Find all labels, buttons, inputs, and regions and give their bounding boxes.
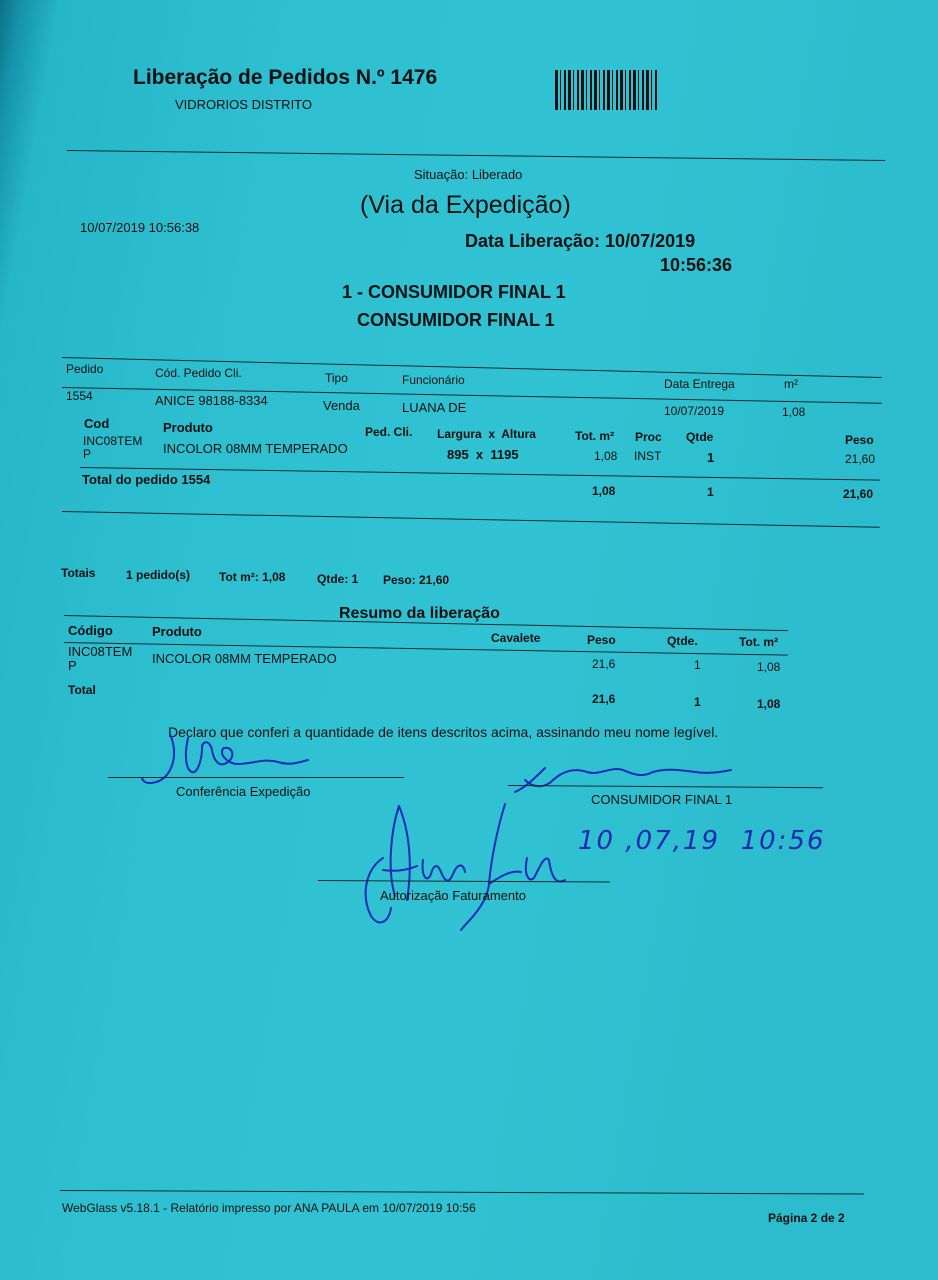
company-name: VIDRORIOS DISTRITO — [175, 97, 312, 112]
col-header-cod-pedido-cli: Cód. Pedido Cli. — [155, 366, 242, 380]
item-header-peso: Peso — [845, 433, 874, 447]
header-divider — [67, 150, 885, 161]
release-date: Data Liberação: 10/07/2019 — [465, 231, 696, 251]
order-total-qtde: 1 — [707, 485, 714, 499]
order-data-entrega: 10/07/2019 — [664, 404, 725, 418]
summary-tot-m2: 1,08 — [757, 660, 781, 674]
item-qtde: 1 — [707, 450, 715, 465]
col-header-tipo: Tipo — [325, 371, 348, 385]
item-header-tot-m2: Tot. m² — [575, 429, 615, 443]
footer-printed-by: WebGlass v5.18.1 - Relatório impresso por ANA PAULA em 10/07/2019 10:56 — [62, 1201, 476, 1215]
document-title: Liberação de Pedidos N.º 1476 — [133, 66, 438, 89]
totals-pedidos: 1 pedido(s) — [126, 568, 191, 582]
barcode — [555, 70, 659, 110]
totals-peso: Peso: 21,60 — [383, 573, 450, 587]
summary-title: Resumo da liberação — [339, 605, 500, 622]
summary-header-qtde: Qtde. — [667, 634, 698, 648]
item-header-cod: Cod — [84, 416, 110, 431]
handwritten-datetime: 10 ,07,19 10:56 — [578, 826, 826, 856]
item-header-qtde: Qtde — [686, 430, 714, 444]
summary-codigo-line2: P — [68, 658, 77, 673]
summary-total-peso: 21,6 — [592, 692, 616, 706]
summary-total-label: Total — [68, 683, 96, 697]
item-largura-altura: 895 x 1195 — [447, 447, 519, 462]
consumidor-label: CONSUMIDOR FINAL 1 — [591, 792, 733, 807]
client-code-name: 1 - CONSUMIDOR FINAL 1 — [342, 282, 566, 302]
order-table-bottom-line — [62, 511, 880, 528]
item-header-produto: Produto — [163, 420, 213, 435]
summary-header-tot-m2: Tot. m² — [739, 635, 779, 649]
summary-header-peso: Peso — [587, 633, 616, 647]
item-header-ped-cli: Ped. Cli. — [365, 425, 413, 439]
summary-qtde: 1 — [694, 658, 701, 672]
order-funcionario: LUANA DE — [402, 400, 467, 415]
declaration-text: Declaro que conferi a quantidade de itens descritos acima, assinando meu nome legível. — [168, 724, 719, 740]
summary-codigo-line1: INC08TEM — [68, 644, 133, 659]
printed-datetime: 10/07/2019 10:56:38 — [80, 220, 200, 235]
footer-page-number: Página 2 de 2 — [768, 1211, 845, 1225]
order-total-peso: 21,60 — [843, 487, 874, 501]
summary-total-qtde: 1 — [694, 695, 701, 709]
item-cod — [83, 435, 142, 461]
col-header-m2: m² — [784, 377, 798, 391]
summary-header-cavalete: Cavalete — [491, 631, 541, 645]
item-cod-line2: P — [83, 447, 92, 461]
item-peso: 21,60 — [845, 452, 876, 466]
order-total-tot-m2: 1,08 — [592, 484, 616, 498]
autorizacao-label: Autorização Faturamento — [380, 888, 526, 903]
summary-produto: INCOLOR 08MM TEMPERADO — [152, 651, 337, 666]
via-label: (Via da Expedição) — [360, 191, 571, 219]
item-proc: INST — [634, 449, 662, 463]
item-tot-m2: 1,08 — [594, 449, 618, 463]
summary-total-tot-m2: 1,08 — [757, 697, 781, 711]
situation-label: Situação: Liberado — [414, 167, 523, 182]
order-total-label: Total do pedido 1554 — [82, 472, 211, 487]
totals-tot-m2: Tot m²: 1,08 — [219, 570, 286, 584]
client-name: CONSUMIDOR FINAL 1 — [357, 310, 555, 330]
order-m2: 1,08 — [782, 405, 806, 419]
summary-codigo — [68, 645, 132, 673]
item-header-largura-altura: Largura x Altura — [437, 427, 536, 441]
item-cod-line1: INC08TEM — [83, 434, 143, 448]
item-produto: INCOLOR 08MM TEMPERADO — [163, 441, 348, 456]
order-cod-pedido-cli: ANICE 98188-8334 — [155, 393, 268, 408]
col-header-funcionario: Funcionário — [402, 373, 465, 387]
item-header-proc: Proc — [635, 430, 662, 444]
summary-header-codigo: Código — [68, 623, 113, 638]
conferencia-signature-line — [108, 777, 404, 778]
release-time: 10:56:36 — [660, 255, 733, 275]
order-tipo: Venda — [323, 398, 360, 413]
footer-divider — [60, 1190, 864, 1195]
summary-header-produto: Produto — [152, 624, 202, 639]
totals-label: Totais — [61, 566, 96, 580]
conferencia-label: Conferência Expedição — [176, 784, 311, 799]
summary-peso: 21,6 — [592, 657, 616, 671]
col-header-pedido: Pedido — [66, 362, 104, 376]
totals-qtde: Qtde: 1 — [317, 572, 359, 586]
signature-autorizacao — [355, 800, 580, 935]
order-pedido: 1554 — [66, 389, 93, 403]
col-header-data-entrega: Data Entrega — [664, 377, 735, 391]
